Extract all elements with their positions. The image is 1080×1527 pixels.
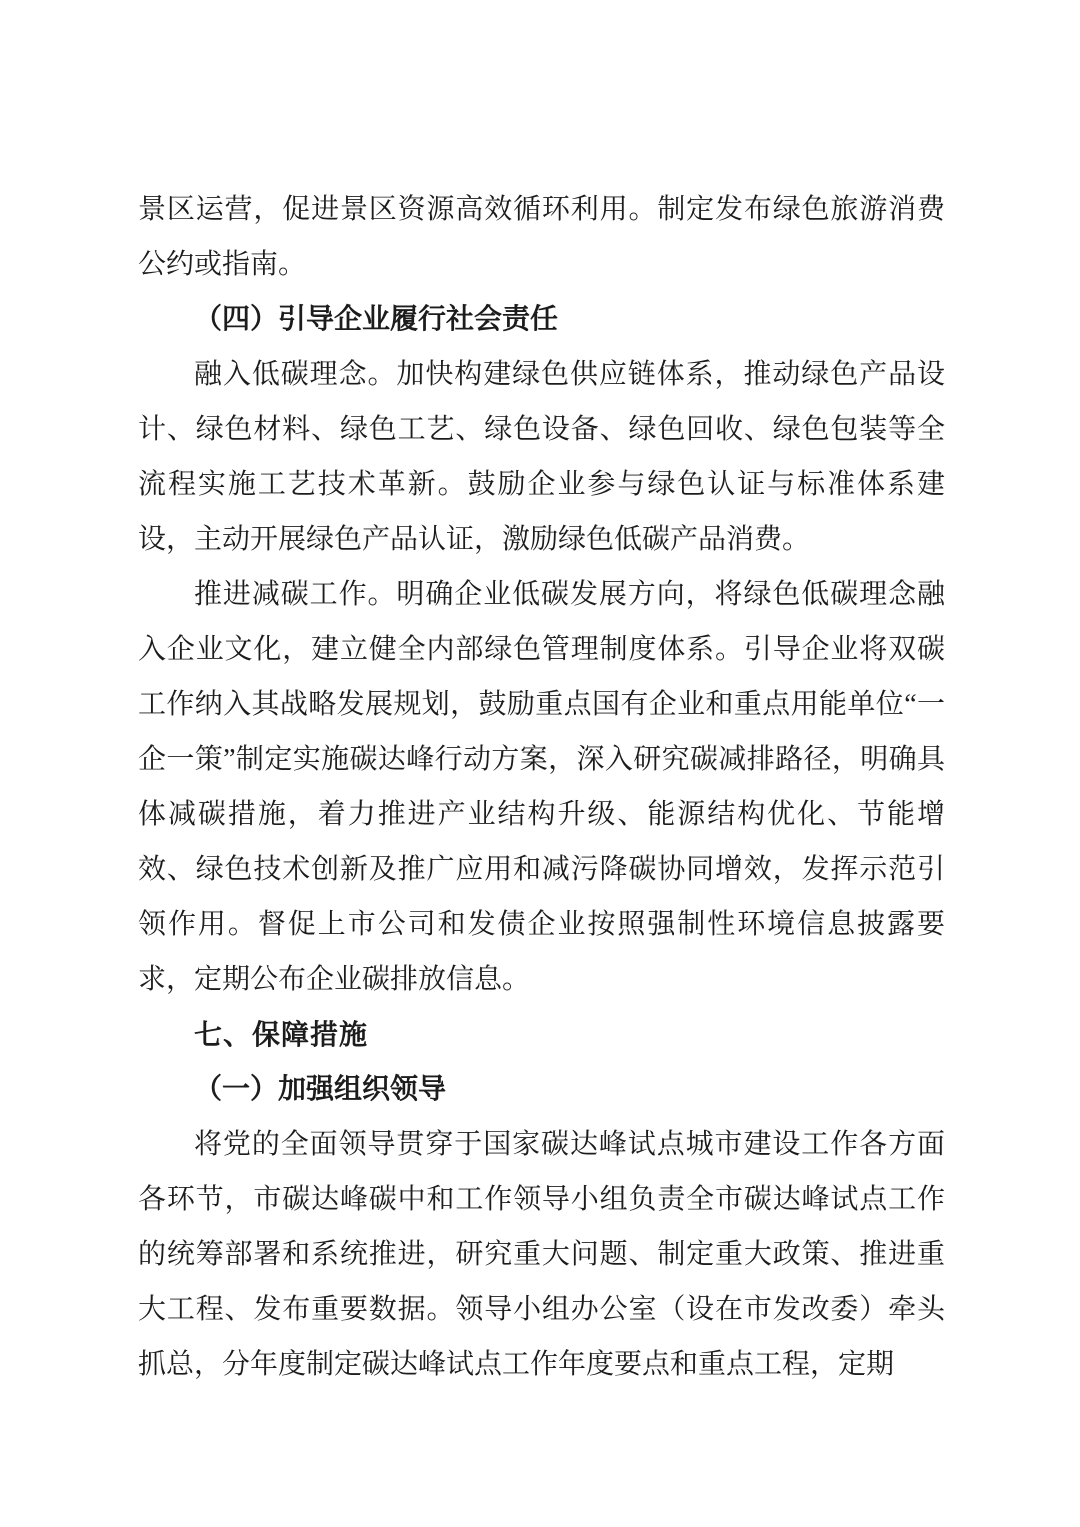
section-heading-7: 七、保障措施: [194, 1019, 369, 1050]
paragraph-organizational-leadership: 将党的全面领导贯穿于国家碳达峰试点城市建设工作各方面各环节，市碳达峰碳中和工作领导小组负责全市碳达峰试点工作的统筹部署和系统推进，研究重大问题、制定重大政策、推进重大工程、发布重要数据。领导小组办公室（设在市发改委）牵头抓总，分年度制定碳达峰试点工作年度要点和重点工程，定期: [138, 1129, 945, 1380]
subsection-heading-4: （四）引导企业履行社会责任: [194, 304, 559, 335]
subsection-heading-1: （一）加强组织领导: [194, 1074, 447, 1105]
paragraph-carbon-reduction: 推进减碳工作。明确企业低碳发展方向，将绿色低碳理念融入企业文化，建立健全内部绿色管理制度体系。引导企业将双碳工作纳入其战略发展规划，鼓励重点国有企业和重点用能单位“一企一策”制定实施碳达峰行动方案，深入研究碳减排路径，明确具体减碳措施，着力推进产业结构升级、能源结构优化、节能增效、绿色技术创新及推广应用和减污降碳协同增效，发挥示范引领作用。督促上市公司和发债企业按照强制性环境信息披露要求，定期公布企业碳排放信息。: [138, 579, 945, 995]
paragraph-green-supply-chain: 融入低碳理念。加快构建绿色供应链体系，推动绿色产品设计、绿色材料、绿色工艺、绿色设备、绿色回收、绿色包装等全流程实施工艺技术革新。鼓励企业参与绿色认证与标准体系建设，主动开展绿色产品认证，激励绿色低碳产品消费。: [138, 359, 945, 555]
paragraph-continuation: 景区运营，促进景区资源高效循环利用。制定发布绿色旅游消费公约或指南。: [138, 194, 945, 280]
